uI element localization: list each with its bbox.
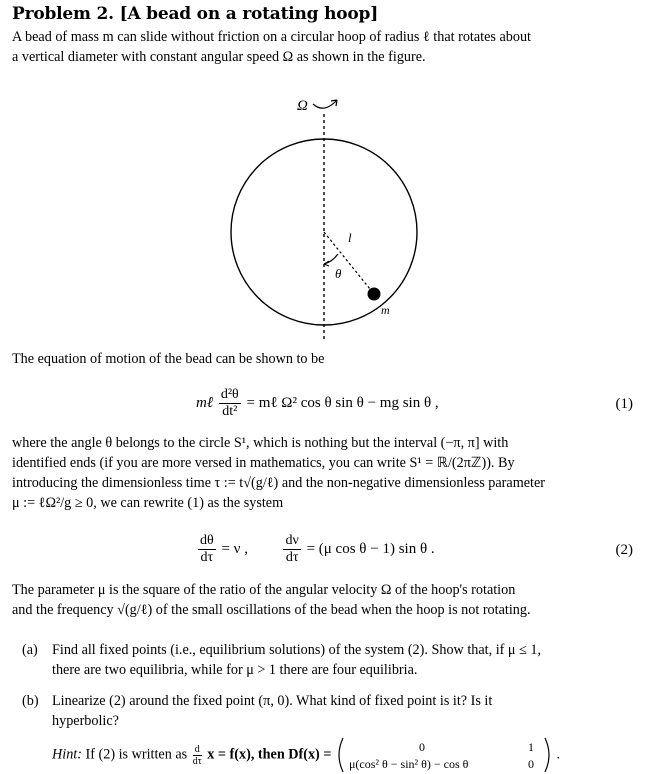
hint-label: Hint: — [52, 746, 82, 763]
eq2a-rhs: = ν , — [221, 540, 248, 557]
eq1-numerator: d²θ — [220, 387, 239, 402]
equation-1 — [196, 387, 439, 420]
question-a-label: (a) — [22, 642, 38, 658]
equation-intro-text: The equation of motion of the bead can be shown to be — [12, 351, 325, 367]
bead — [368, 288, 381, 301]
rotation-arrow-icon — [313, 100, 337, 108]
hint-d-numerator: d — [193, 744, 202, 756]
eq2a-denominator: dτ — [200, 550, 214, 565]
intro-line: A bead of mass m can slide without friction on a circular hoop of radius ℓ that rotates about — [12, 29, 531, 45]
question-a-line: Find all fixed points (i.e., equilibrium solutions) of the system (2). Show that, if μ ≤ 1, — [52, 642, 542, 658]
intro-paragraph — [12, 27, 636, 67]
jacobian-matrix-svg — [335, 737, 553, 773]
matrix-m22: 0 — [527, 757, 534, 771]
eq2a-numerator: dθ — [200, 533, 214, 548]
mass-label: m — [381, 303, 390, 317]
length-label: l — [348, 230, 352, 245]
eq2-number: (2) — [615, 542, 633, 558]
eq2b-rhs: = (μ cos θ − 1) sin θ . — [306, 540, 435, 557]
jacobian-matrix — [335, 737, 553, 773]
question-b-line: hyperbolic? — [52, 713, 119, 729]
omega-label: Ω — [297, 98, 308, 114]
hint: Hint: If (2) is written as $\frac{d}{d\tau}$ x = f(x), then Df(x) = 0 1 μ(cos² θ − sin² θ) − cos θ 0 . — [52, 737, 560, 773]
angle-label: θ — [335, 266, 342, 281]
parameter-line: and the frequency √(g/ℓ) of the small oscillations of the bead when the hoop is not rotating. — [12, 602, 531, 618]
hoop-figure — [225, 90, 425, 340]
hint-equation: x = f(x), then Df(x) = — [207, 746, 332, 763]
eq2b-numerator: dν — [285, 533, 299, 548]
explain-line: introducing the dimensionless time τ := t√(g/ℓ) and the non-negative dimensionless parameter — [12, 475, 546, 491]
eq1-rhs: = mℓ Ω² cos θ sin θ − mg sin θ , — [246, 394, 439, 411]
eq2b-fraction — [283, 533, 300, 566]
equation-2 — [196, 533, 435, 566]
question-b-label: (b) — [22, 693, 39, 709]
problem-title: Problem 2. [A bead on a rotating hoop] — [12, 4, 379, 24]
equation-intro — [12, 349, 636, 369]
explain-line: where the angle θ belongs to the circle S¹, which is nothing but the interval (−π, π] with — [12, 435, 509, 451]
question-a-line: there are two equilibria, while for μ > 1 there are four equilibria. — [52, 662, 418, 678]
eq1-lhs-prefix: mℓ — [196, 394, 214, 411]
hint-text: If (2) is written as — [85, 746, 188, 763]
eq1-number: (1) — [615, 396, 633, 412]
hint-derivative — [193, 744, 202, 767]
hint-d-denominator: dτ — [192, 755, 202, 767]
eq2a-fraction — [198, 533, 216, 566]
intro-line: a vertical diameter with constant angular speed Ω as shown in the figure. — [12, 49, 426, 65]
explain-line: μ := ℓΩ²/g ≥ 0, we can rewrite (1) as the system — [12, 495, 284, 511]
parameter-paragraph — [12, 580, 636, 620]
eq1-fraction — [219, 387, 241, 420]
eq2b-denominator: dτ — [285, 550, 299, 565]
explain-paragraph — [12, 433, 636, 513]
eq1-denominator: dt² — [222, 404, 238, 419]
explain-line: identified ends (if you are more versed in mathematics, you can write S¹ = ℝ/(2πℤ)). By — [12, 455, 515, 471]
parameter-line: The parameter μ is the square of the ratio of the angular velocity Ω of the hoop's rotation — [12, 582, 516, 598]
matrix-m11: 0 — [418, 740, 425, 754]
matrix-m12: 1 — [527, 740, 534, 754]
matrix-m21: μ(cos² θ − sin² θ) − cos θ — [348, 757, 469, 771]
question-b-line: Linearize (2) around the fixed point (π, 0). What kind of fixed point is it? Is it — [52, 693, 493, 709]
